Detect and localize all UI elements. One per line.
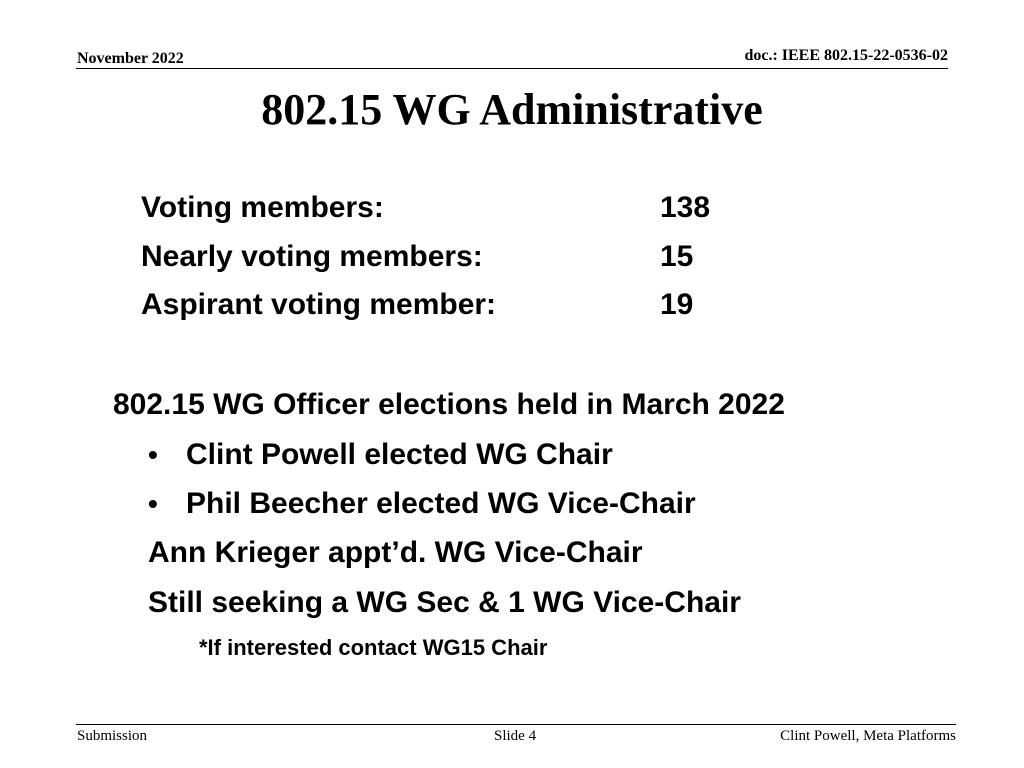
elections-heading: 802.15 WG Officer elections held in March 2022 (113, 388, 785, 421)
stat-value-aspirant: 19 (660, 288, 694, 321)
footer-divider (76, 724, 956, 725)
line-appointed-vice-chair: Ann Krieger appt’d. WG Vice-Chair (148, 536, 643, 569)
stat-value-nearly-voting: 15 (660, 240, 694, 273)
bullet-item-chair: Clint Powell elected WG Chair (186, 438, 613, 471)
contact-note: *If interested contact WG15 Chair (199, 635, 548, 660)
header-doc-id: doc.: IEEE 802.15-22-0536-02 (744, 47, 948, 64)
header-divider (76, 68, 948, 69)
bullet-dot-icon: • (148, 488, 158, 519)
line-still-seeking: Still seeking a WG Sec & 1 WG Vice-Chair (148, 586, 741, 619)
bullet-dot-icon: • (148, 439, 158, 470)
stat-value-voting: 138 (660, 191, 711, 224)
footer-author: Clint Powell, Meta Platforms (780, 728, 956, 744)
header-date: November 2022 (77, 50, 184, 67)
footer-slide-number: Slide 4 (494, 728, 537, 744)
slide-title: 802.15 WG Administrative (261, 85, 763, 134)
stat-label-nearly-voting: Nearly voting members: (141, 240, 483, 273)
stat-label-aspirant: Aspirant voting member: (141, 288, 497, 321)
stat-label-voting: Voting members: (141, 191, 384, 224)
footer-submission: Submission (77, 728, 148, 744)
bullet-item-vice-chair: Phil Beecher elected WG Vice-Chair (186, 487, 696, 520)
